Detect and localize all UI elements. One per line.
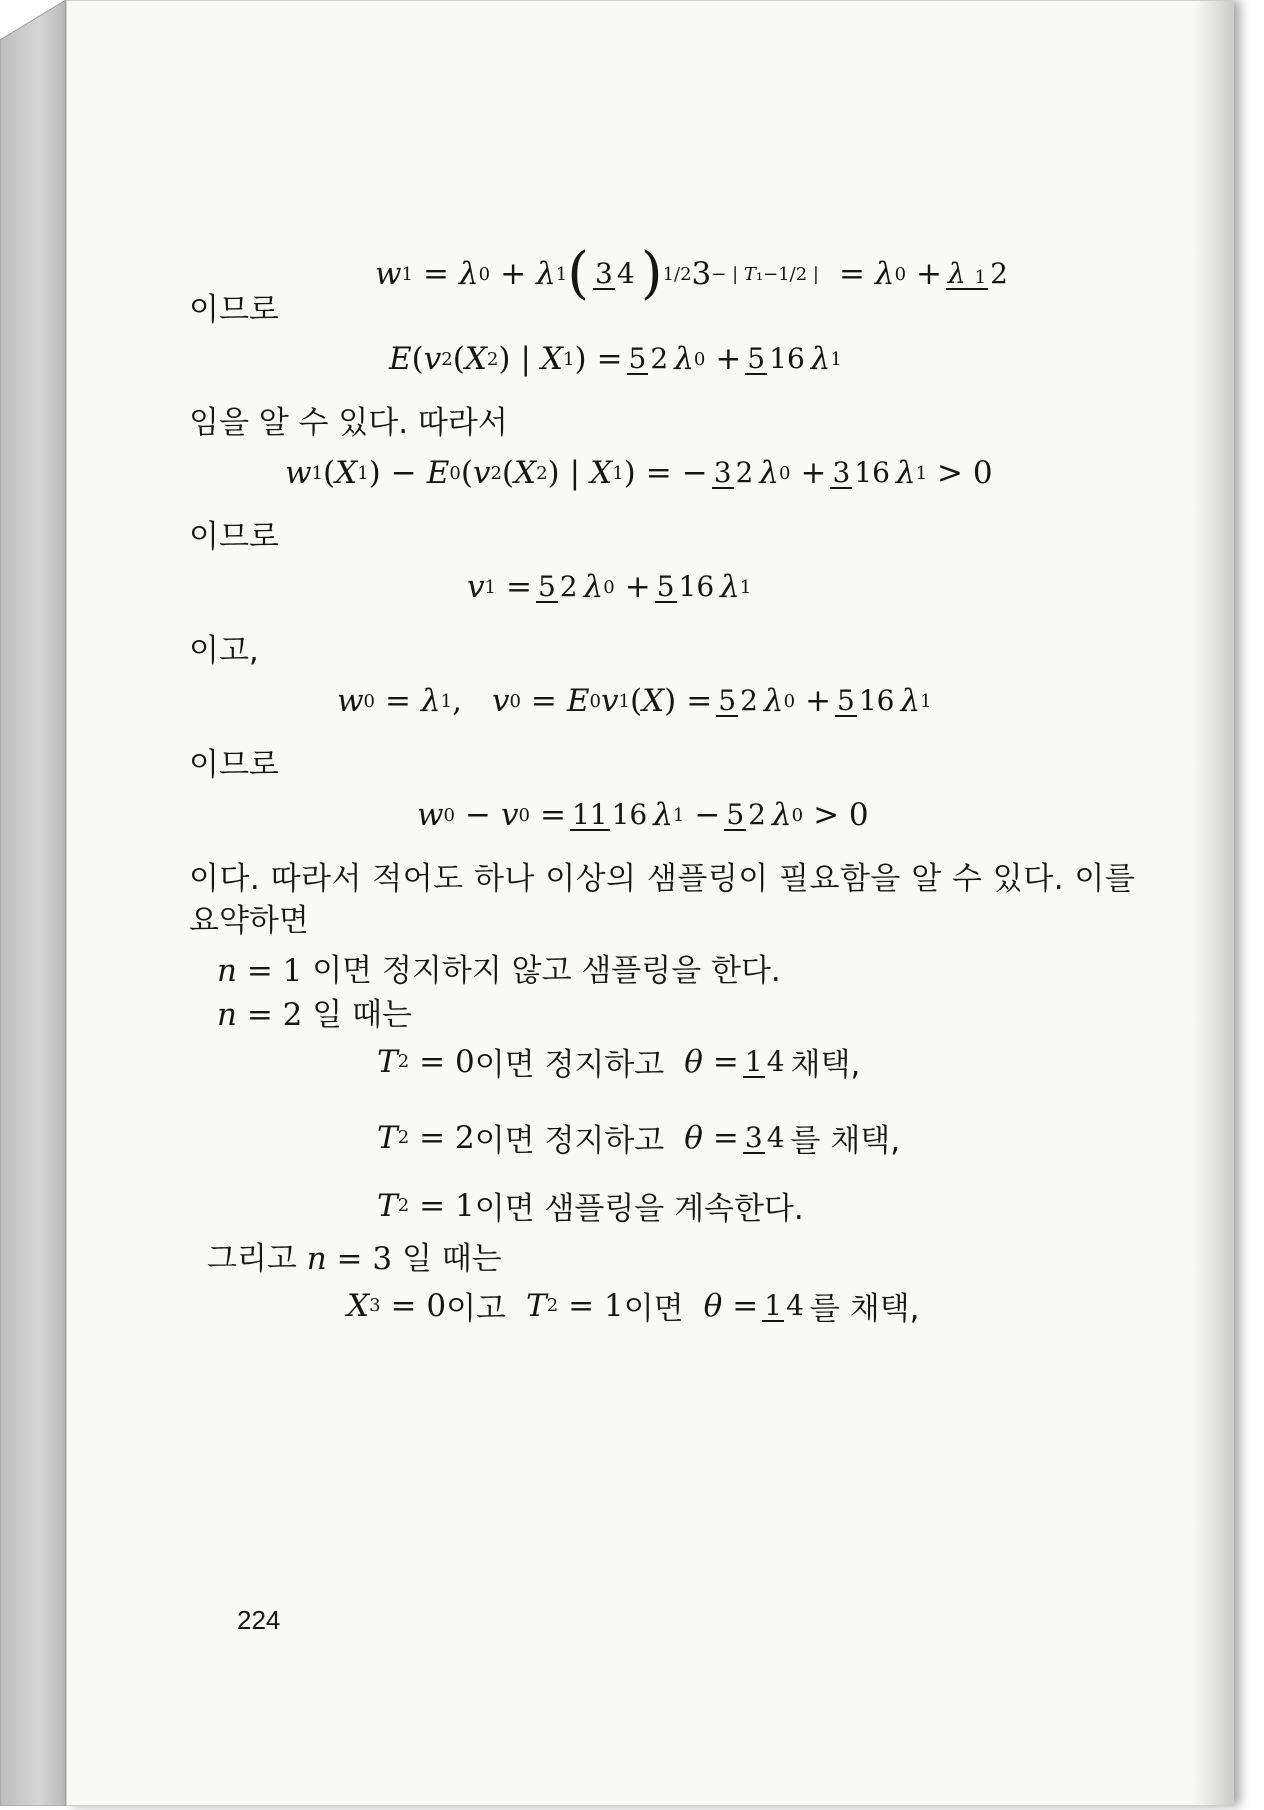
rule-t2-equals-2: T 2 = 2 이면 정지하고 θ = 3 4 를 채택, (377, 1119, 901, 1159)
book-spine (0, 0, 70, 1806)
equation-difference-1: w 1 ( X 1 ) − E 0 ( v 2 ( X 2 ) | X 1 ) = − 3 2 λ 0 + 3 16 λ 1 > 0 (285, 455, 993, 491)
equation-v1: v 1 = 5 2 λ 0 + 5 16 λ 1 (467, 569, 752, 605)
rule-x3-equals-0: X 3 = 0 이고 T 2 = 1 이면 θ = 1 4 를 채택, (347, 1287, 920, 1327)
text-igo: 이고, (189, 633, 259, 669)
book-page (66, 0, 1234, 1806)
rule-n3: 그리고 n = 3 일 때는 (207, 1241, 502, 1277)
equation-expectation-1: E ( v 2 ( X 2 ) | X 1 ) = 5 2 λ 0 + 5 16 λ 1 (389, 341, 842, 377)
equation-w0-v0: w 0 = λ 1 , v 0 = E 0 v 1 ( X ) = 5 2 λ 0 + 5 16 λ 1 (337, 683, 932, 719)
text-conclusion-line-2: 요약하면 (189, 903, 309, 939)
rule-n1: n = 1 이면 정지하지 않고 샘플링을 한다. (217, 953, 781, 989)
rule-n2: n = 2 일 때는 (217, 997, 412, 1033)
rule-t2-equals-0: T 2 = 0 이면 정지하고 θ = 1 4 채택, (377, 1043, 861, 1083)
page-number: 224 (237, 1605, 281, 1635)
rule-t2-equals-1: T 2 = 1 이면 샘플링을 계속한다. (377, 1187, 804, 1227)
equation-w0-minus-v0: w 0 − v 0 = 11 16 λ 1 − 5 2 λ 0 > 0 (417, 797, 869, 833)
text-imeuro-2: 이므로 (189, 519, 279, 555)
text-imeul: 임을 알 수 있다. 따라서 (189, 405, 508, 441)
text-imeuro-3: 이므로 (189, 747, 279, 783)
equation-w1: w 1 = λ 0 + λ 1 ( 3 4 ) 1/2 3 − | T₁−1/2 | = λ 0 + λ 1 2 (375, 241, 1008, 306)
text-conclusion-line-1: 이다. 따라서 적어도 하나 이상의 샘플링이 필요함을 알 수 있다. 이를 (189, 861, 1136, 897)
text-imeuro-1: 이므로 (189, 292, 279, 328)
